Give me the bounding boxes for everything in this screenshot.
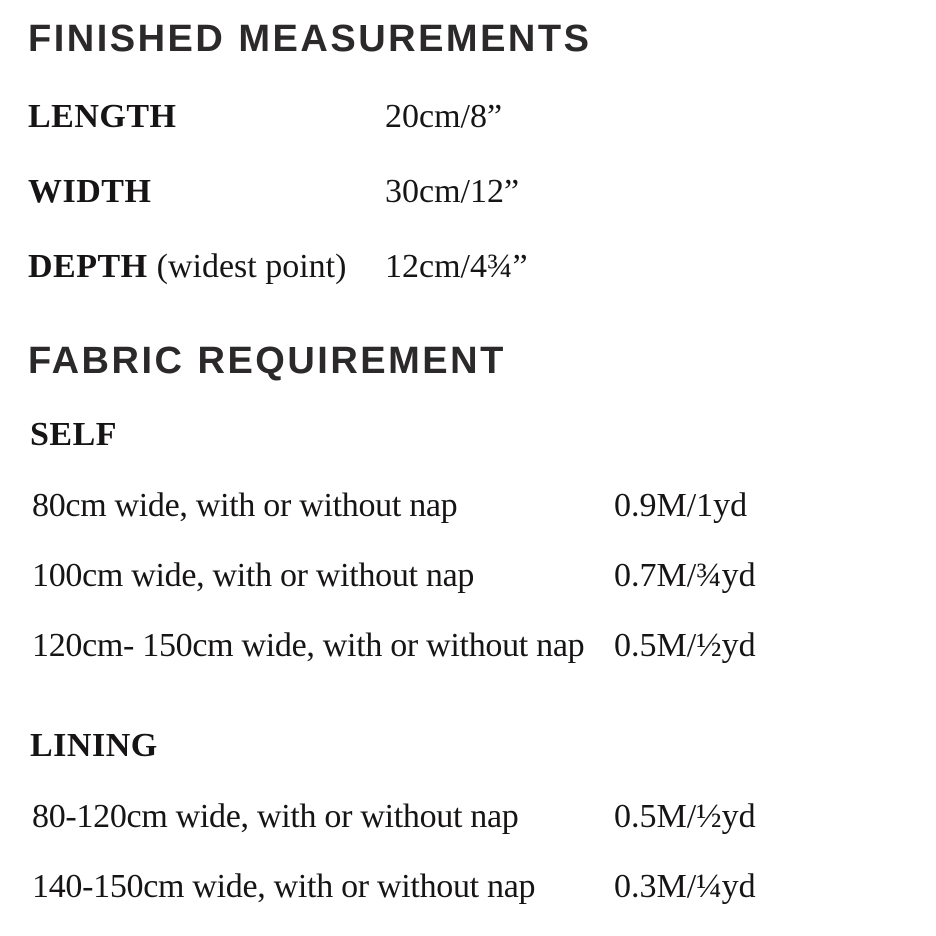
measurement-note: (widest point) xyxy=(156,248,347,285)
self-subheading: SELF xyxy=(30,416,118,453)
fabric-width-description: 140-150cm wide, with or without nap xyxy=(32,868,536,905)
measurement-row-depth xyxy=(28,250,916,284)
measurement-label: WIDTH xyxy=(28,173,152,210)
fabric-amount: 0.7M/¾yd xyxy=(614,557,756,594)
fabric-row xyxy=(32,629,916,663)
measurement-row-width xyxy=(28,175,916,209)
fabric-amount: 0.5M/½yd xyxy=(614,627,756,664)
fabric-width-description: 80-120cm wide, with or without nap xyxy=(32,798,519,835)
measurement-row-length xyxy=(28,100,916,134)
lining-fabric-table xyxy=(28,800,916,904)
fabric-amount: 0.3M/¼yd xyxy=(614,868,756,905)
fabric-width-description: 80cm wide, with or without nap xyxy=(32,487,458,524)
fabric-amount: 0.9M/1yd xyxy=(614,487,748,524)
measurement-label: DEPTH xyxy=(28,248,148,285)
measurement-value: 12cm/4¾” xyxy=(385,248,528,285)
fabric-width-description: 100cm wide, with or without nap xyxy=(32,557,475,594)
measurement-label: LENGTH xyxy=(28,98,177,135)
finished-measurements-heading: FINISHED MEASUREMENTS xyxy=(28,18,592,60)
lining-subheading: LINING xyxy=(30,727,158,764)
measurement-value: 20cm/8” xyxy=(385,98,503,135)
measurement-label-cell xyxy=(28,250,385,284)
measurement-value: 30cm/12” xyxy=(385,173,520,210)
self-fabric-table xyxy=(28,489,916,663)
fabric-amount: 0.5M/½yd xyxy=(614,798,756,835)
fabric-requirement-heading: FABRIC REQUIREMENT xyxy=(28,340,506,382)
fabric-width-description: 120cm- 150cm wide, with or without nap xyxy=(32,627,585,664)
measurement-label-cell xyxy=(28,175,385,209)
fabric-row xyxy=(32,800,916,834)
fabric-row xyxy=(32,559,916,593)
finished-measurements-table xyxy=(28,100,916,284)
fabric-row xyxy=(32,489,916,523)
measurement-label-cell xyxy=(28,100,385,134)
fabric-row xyxy=(32,870,916,904)
